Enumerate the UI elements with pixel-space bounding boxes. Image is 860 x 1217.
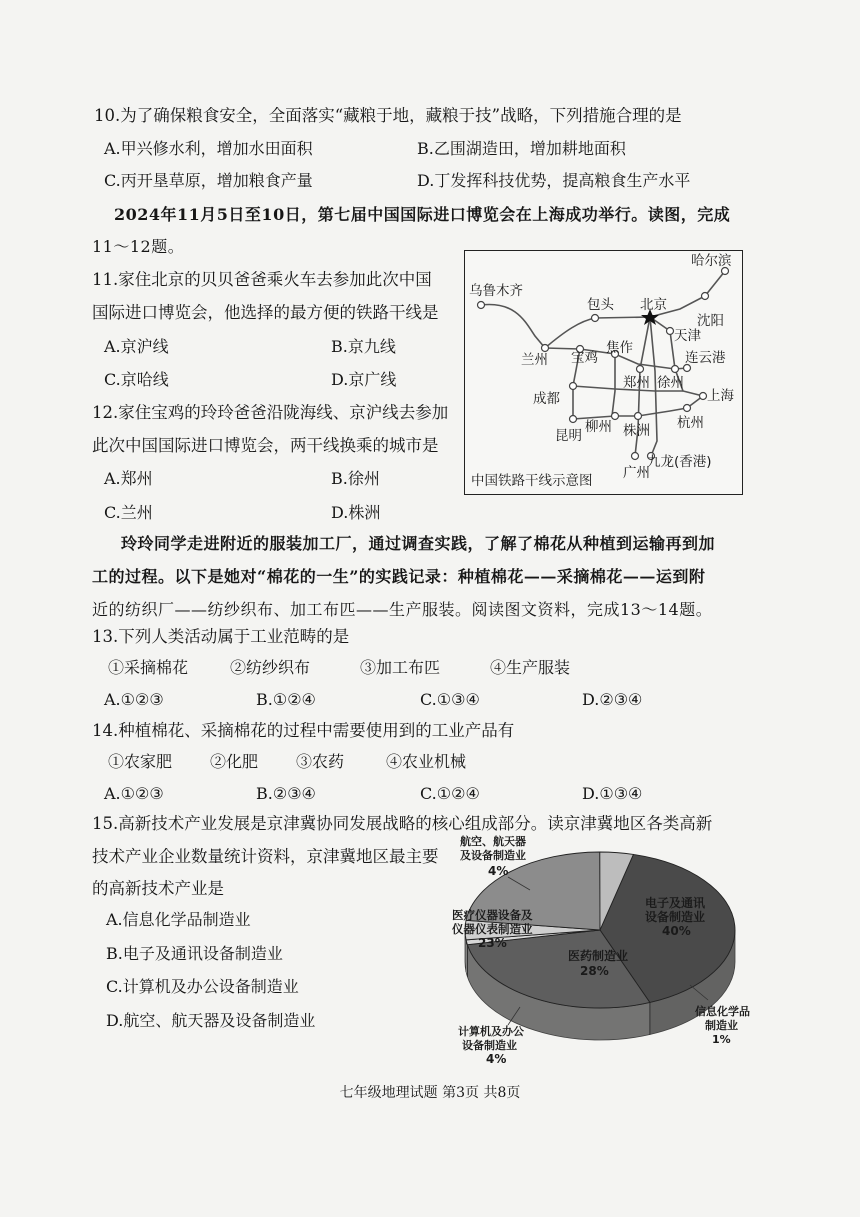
node-xuzhou bbox=[672, 366, 679, 373]
node-liuzhou bbox=[612, 413, 619, 420]
label-lanzhou: 兰州 bbox=[521, 352, 548, 368]
q11-option-a: A.京沪线 bbox=[104, 337, 169, 356]
label-baoji: 宝鸡 bbox=[571, 350, 598, 366]
q13-item-1: ①采摘棉花 bbox=[108, 658, 189, 677]
label-hangzhou: 杭州 bbox=[677, 415, 704, 431]
q13-item-3: ③加工布匹 bbox=[360, 658, 441, 677]
pie-label-elec-line2: 设备制造业 bbox=[645, 910, 706, 924]
pie-label-comp-pct: 4% bbox=[486, 1052, 507, 1066]
q11-option-b: B.京九线 bbox=[331, 337, 396, 356]
rail-line-jiaoliu bbox=[612, 354, 615, 416]
rail-map bbox=[464, 250, 743, 495]
node-shenyang bbox=[702, 293, 709, 300]
label-zhengzhou: 郑州 bbox=[623, 375, 650, 391]
page-footer: 七年级地理试题 第3页 共8页 bbox=[339, 1085, 521, 1101]
q10-option-d: D.丁发挥科技优势，提高粮食生产水平 bbox=[417, 171, 691, 190]
node-zhengzhou bbox=[637, 366, 644, 373]
pie-label-chem-line2: 制造业 bbox=[705, 1019, 738, 1032]
q15-option-c: C.计算机及办公设备制造业 bbox=[106, 977, 299, 996]
label-tianjin: 天津 bbox=[674, 328, 701, 344]
node-kunming bbox=[570, 416, 577, 423]
q13-stem: 13.下列人类活动属于工业范畴的是 bbox=[92, 627, 350, 646]
label-zhuzhou: 株洲 bbox=[623, 423, 650, 439]
pie-label-elec-pct: 40% bbox=[662, 924, 691, 938]
pie-label-elec-line1: 电子及通讯 bbox=[645, 896, 706, 910]
q14-item-3: ③农药 bbox=[296, 752, 345, 771]
pie-label-aero-line1: 航空、航天器 bbox=[460, 835, 526, 848]
pie-label-pharma-pct: 28% bbox=[580, 964, 609, 978]
q10-option-c: C.丙开垦草原，增加粮食产量 bbox=[104, 171, 313, 190]
node-chengdu bbox=[570, 383, 577, 390]
q14-option-b: B.②③④ bbox=[256, 784, 316, 803]
q15-stem-line1: 15.高新技术产业发展是京津冀协同发展战略的核心组成部分。读京津冀地区各类高新 bbox=[92, 814, 713, 833]
industry-pie-chart bbox=[440, 835, 760, 1085]
q12-stem-line2: 此次中国国际进口博览会，两干线换乘的城市是 bbox=[92, 436, 439, 455]
label-kunming: 昆明 bbox=[555, 428, 582, 444]
label-urumqi: 乌鲁木齐 bbox=[469, 283, 523, 299]
label-baotou: 包头 bbox=[587, 297, 614, 313]
q14-item-1: ①农家肥 bbox=[108, 752, 173, 771]
q13-option-d: D.②③④ bbox=[582, 690, 643, 709]
label-harbin: 哈尔滨 bbox=[691, 253, 732, 269]
q13-option-a: A.①②③ bbox=[104, 690, 164, 709]
rail-line-jingjiu bbox=[650, 317, 657, 456]
q15-option-b: B.电子及通讯设备制造业 bbox=[106, 944, 283, 963]
node-urumqi bbox=[478, 302, 485, 309]
node-lanzhou bbox=[542, 345, 549, 352]
q10-option-b: B.乙围湖造田，增加耕地面积 bbox=[417, 139, 626, 158]
label-xuzhou: 徐州 bbox=[657, 375, 684, 391]
q13-option-c: C.①③④ bbox=[420, 690, 480, 709]
node-tianjin bbox=[667, 328, 674, 335]
pie-label-med-line2: 仪器仪表制造业 bbox=[452, 922, 533, 936]
label-guangzhou: 广州 bbox=[623, 465, 650, 481]
intro-13-14-line1: 玲玲同学走进附近的服装加工厂，通过调查实践，了解了棉花从种植到运输再到加 bbox=[121, 534, 716, 553]
q15-option-d: D.航空、航天器及设备制造业 bbox=[106, 1011, 316, 1030]
q12-stem-line1: 12.家住宝鸡的玲玲爸爸沿陇海线、京沪线去参加 bbox=[92, 403, 449, 422]
pie-label-comp-line1: 计算机及办公 bbox=[458, 1025, 524, 1038]
q14-item-2: ②化肥 bbox=[210, 752, 259, 771]
rail-line-lanxin bbox=[481, 304, 545, 348]
label-shanghai: 上海 bbox=[707, 388, 734, 404]
q15-option-a: A.信息化学品制造业 bbox=[106, 910, 251, 929]
label-beijing: 北京 bbox=[640, 297, 667, 313]
q14-option-c: C.①②④ bbox=[420, 784, 480, 803]
intro-13-14-line3: 近的纺织厂——纺纱织布、加工布匹——生产服装。阅读图文资料，完成13～14题。 bbox=[92, 600, 713, 619]
q10-stem: 10.为了确保粮食安全，全面落实“藏粮于地，藏粮于技”战略，下列措施合理的是 bbox=[94, 106, 682, 125]
q13-item-2: ②纺纱织布 bbox=[230, 658, 311, 677]
q15-stem-line2: 技术产业企业数量统计资料，京津冀地区最主要 bbox=[92, 847, 439, 866]
q11-option-c: C.京哈线 bbox=[104, 370, 169, 389]
q12-option-a: A.郑州 bbox=[104, 469, 153, 488]
rail-line-baolan bbox=[545, 317, 650, 348]
node-baotou bbox=[592, 315, 599, 322]
label-kowloon: 九龙(香港) bbox=[647, 454, 712, 470]
pie-label-chem-pct: 1% bbox=[712, 1033, 731, 1046]
pie-chart-svg bbox=[440, 835, 760, 1085]
map-caption: 中国铁路干线示意图 bbox=[471, 473, 593, 489]
q11-option-d: D.京广线 bbox=[331, 370, 397, 389]
pie-label-pharma-line1: 医药制造业 bbox=[568, 949, 629, 963]
pie-label-med-pct: 23% bbox=[478, 936, 507, 950]
intro-11-12-line2: 11～12题。 bbox=[92, 237, 185, 256]
q14-option-d: D.①③④ bbox=[582, 784, 643, 803]
intro-13-14-line2: 工的过程。以下是她对“棉花的一生”的实践记录：种植棉花——采摘棉花——运到附 bbox=[92, 567, 706, 586]
q12-option-b: B.徐州 bbox=[331, 469, 380, 488]
node-shanghai bbox=[700, 393, 707, 400]
q12-option-c: C.兰州 bbox=[104, 503, 153, 522]
label-jiaozuo: 焦作 bbox=[606, 340, 633, 356]
q13-item-4: ④生产服装 bbox=[490, 658, 571, 677]
rail-line-xiangqian bbox=[573, 408, 687, 419]
pie-label-med-line1: 医疗仪器设备及 bbox=[452, 908, 533, 922]
q15-stem-line3: 的高新技术产业是 bbox=[92, 879, 224, 898]
rail-map-drawing bbox=[465, 251, 742, 494]
node-hangzhou bbox=[684, 405, 691, 412]
label-liuzhou: 柳州 bbox=[585, 419, 612, 435]
q13-option-b: B.①②④ bbox=[256, 690, 316, 709]
q14-option-a: A.①②③ bbox=[104, 784, 164, 803]
q10-option-a: A.甲兴修水利，增加水田面积 bbox=[104, 139, 313, 158]
pie-label-chem-line1: 信息化学品 bbox=[695, 1005, 750, 1018]
q12-option-d: D.株洲 bbox=[331, 503, 381, 522]
label-chengdu: 成都 bbox=[533, 391, 560, 407]
label-lianyungang: 连云港 bbox=[685, 350, 726, 366]
pie-label-comp-line2: 设备制造业 bbox=[462, 1039, 517, 1052]
node-zhuzhou bbox=[635, 413, 642, 420]
q11-stem-line1: 11.家住北京的贝贝爸爸乘火车去参加此次中国 bbox=[92, 270, 432, 289]
pie-label-aero-line2: 及设备制造业 bbox=[460, 849, 526, 862]
q14-item-4: ④农业机械 bbox=[386, 752, 467, 771]
pie-label-aero-pct: 4% bbox=[488, 864, 509, 878]
intro-11-12-line1: 2024年11月5日至10日，第七届中国国际进口博览会在上海成功举行。读图，完成 bbox=[114, 205, 731, 224]
label-shenyang: 沈阳 bbox=[697, 313, 724, 329]
q14-stem: 14.种植棉花、采摘棉花的过程中需要使用到的工业产品有 bbox=[92, 721, 515, 740]
q11-stem-line2: 国际进口博览会，他选择的最方便的铁路干线是 bbox=[92, 303, 439, 322]
node-guangzhou bbox=[632, 453, 639, 460]
